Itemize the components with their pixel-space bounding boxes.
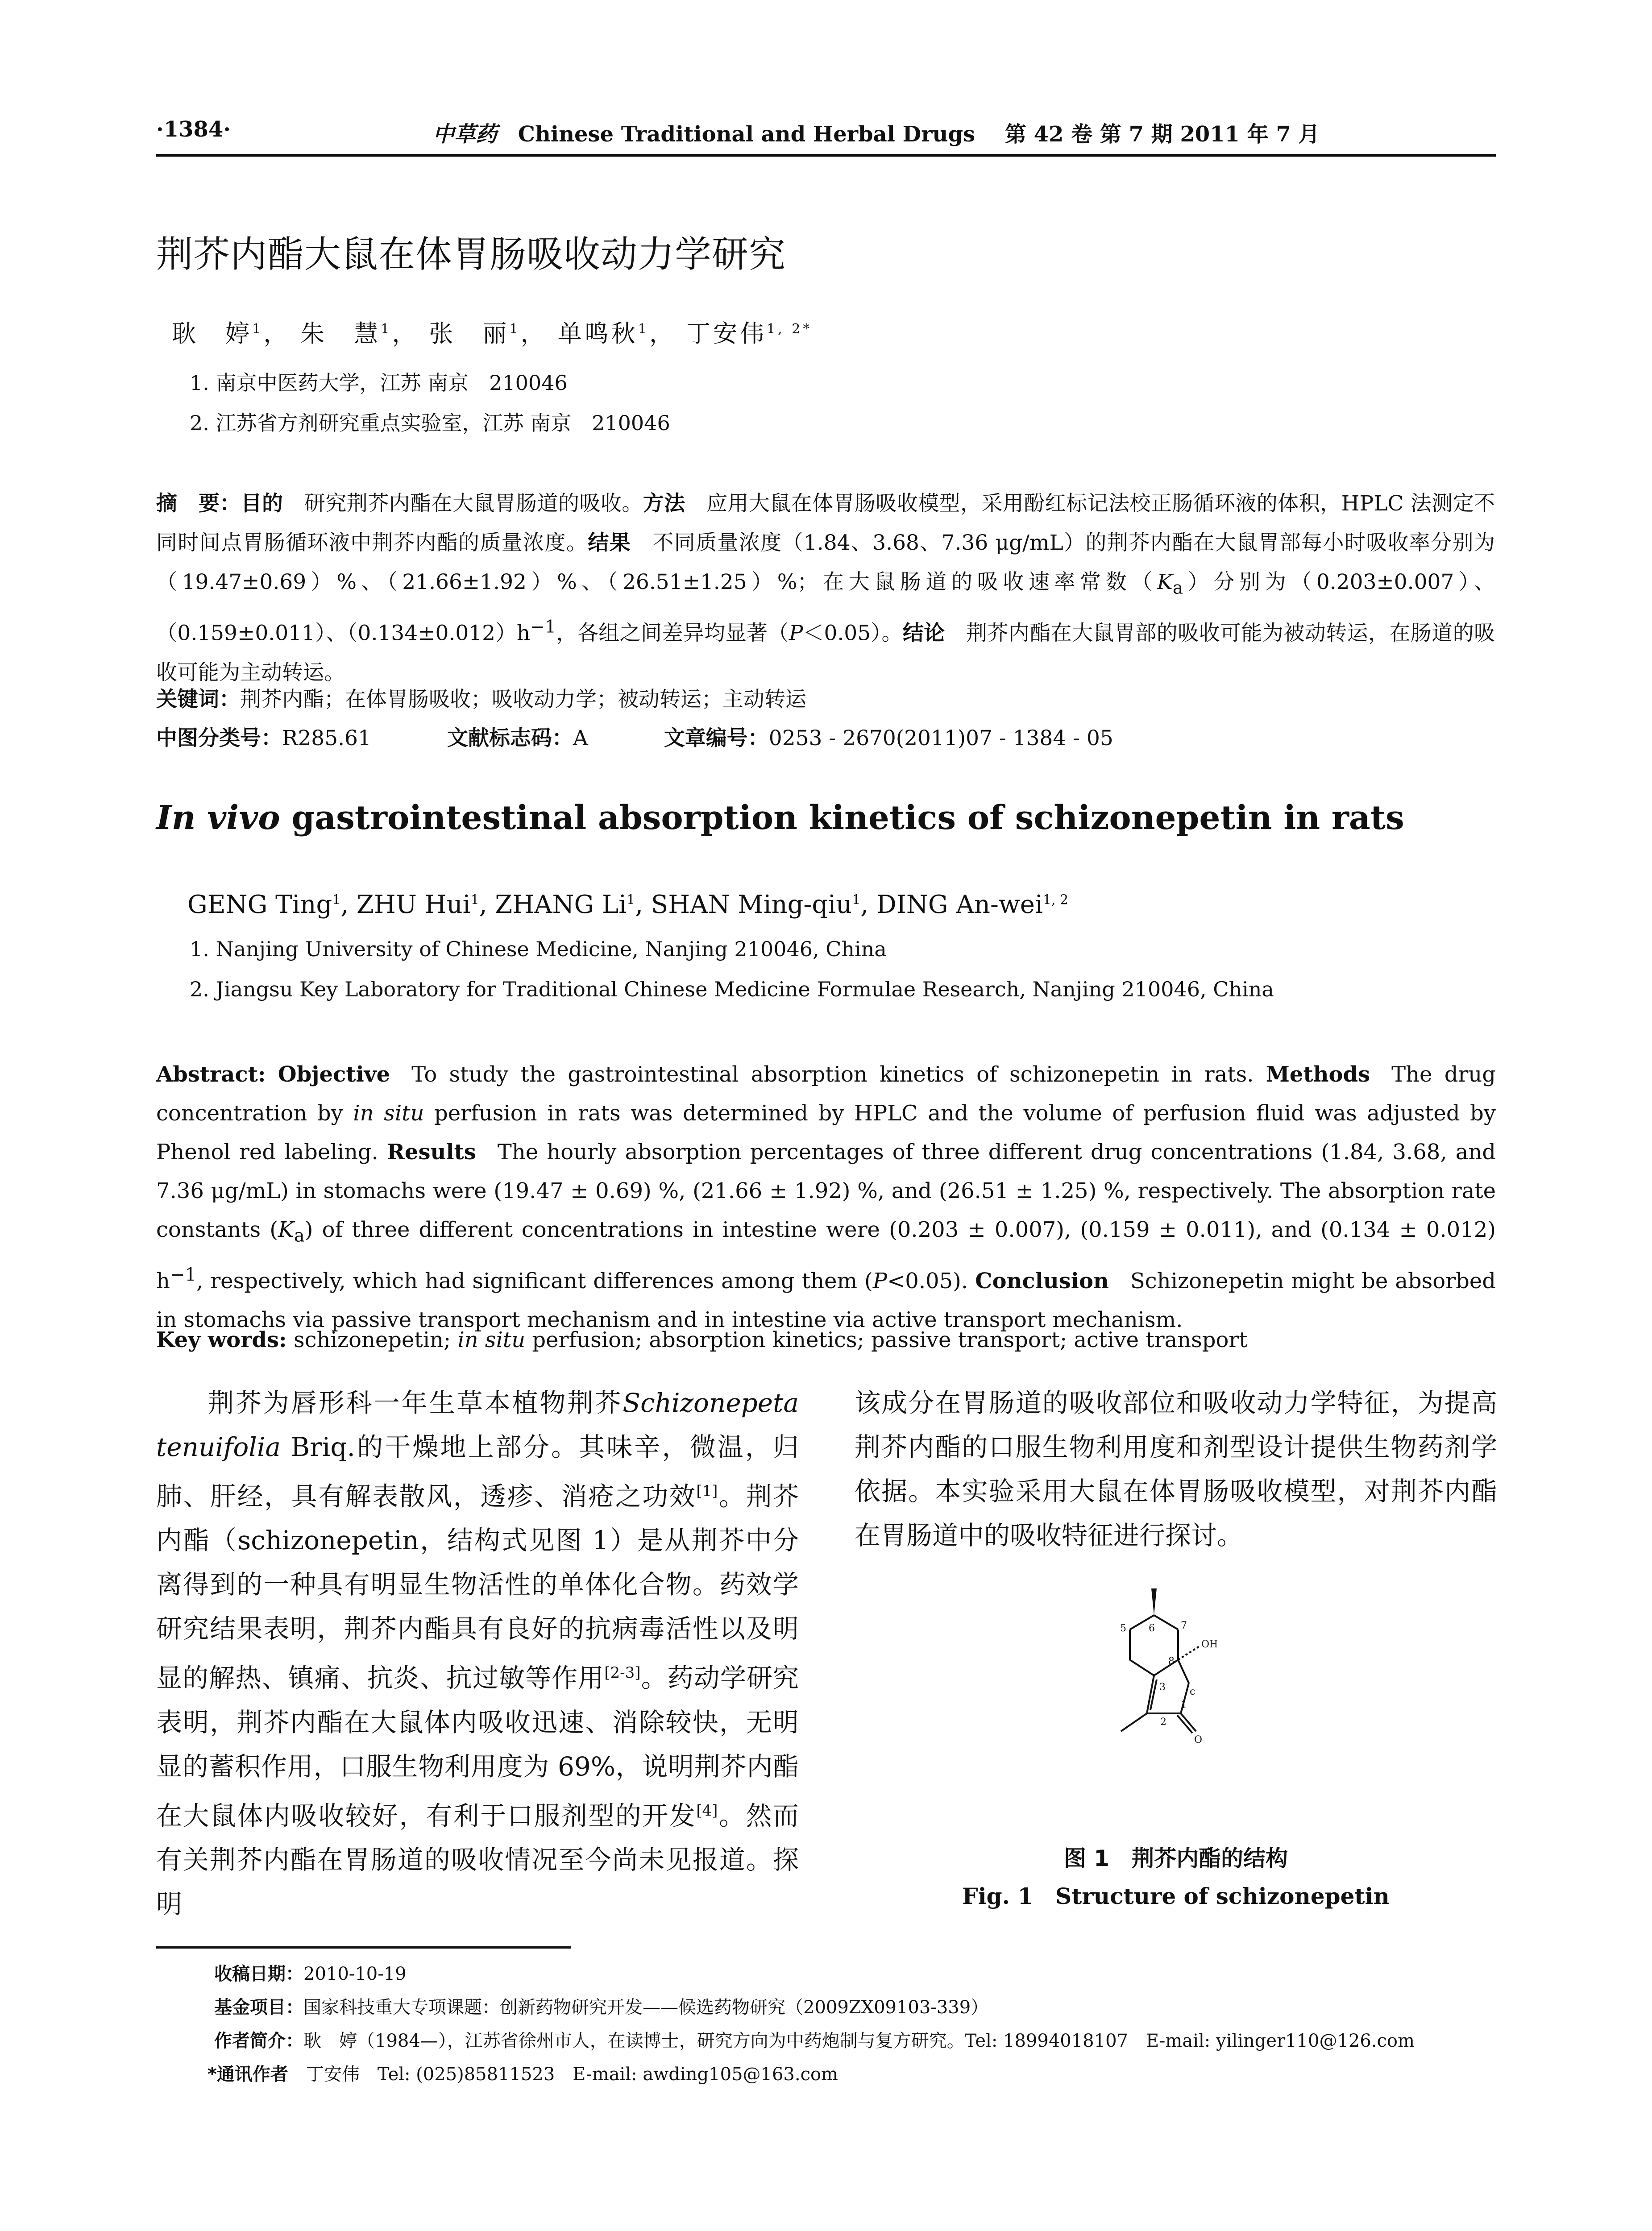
- citation: [2-3]: [604, 1664, 641, 1682]
- footnote-received: [214, 1960, 407, 1985]
- results-text: The hourly absorption percentages of three different drug concentrations (1.84, 3.68, and 7.36 μg/mL) in stomachs were (19.47 ± 0.69) %, (21.66 ± 1.92) %, and (26.51 ± 1.25) %, respectively. The absorption rate constants (: [156, 1140, 1496, 1242]
- methods-label: 方法: [643, 491, 685, 516]
- figure-caption-cn: 图 1 荆芥内酯的结构: [1063, 1845, 1288, 1871]
- atom-label: O: [1194, 1734, 1203, 1746]
- body-text: 荆芥为唇形科一年生草本植物荆芥: [208, 1388, 623, 1418]
- author-sup: 1, 2: [1042, 892, 1069, 908]
- keywords-label: Key words:: [156, 1327, 287, 1352]
- atom-label: 6: [1149, 1623, 1155, 1634]
- author-sup: 1: [332, 892, 341, 908]
- affiliation-cn-2: 2. 江苏省方剂研究重点实验室，江苏 南京 210046: [190, 411, 670, 435]
- author-sup: 1: [381, 321, 392, 337]
- author-en: ZHANG Li: [495, 890, 627, 919]
- body-column-right: [855, 1381, 1497, 1558]
- author-en: GENG Ting: [187, 890, 332, 919]
- in-situ-italic: in situ: [457, 1327, 526, 1352]
- objective-text: To study the gastrointestinal absorption kinetics of schizonepetin in rats.: [411, 1062, 1254, 1087]
- abstract-label: Abstract:: [156, 1062, 266, 1087]
- atom-label: 8: [1168, 1656, 1175, 1667]
- author-cn: 耿 婷: [172, 319, 252, 348]
- bond: [1130, 1660, 1154, 1675]
- methyl-wedge: [1151, 1588, 1157, 1615]
- footnote-text: 丁安伟 Tel: (025)85811523 E-mail: awding105@163.com: [288, 2064, 838, 2085]
- authors-cn: 耿 婷$^1$， 朱 慧$^1$， 张 丽$^1$， 单鸣秋$^1$， 丁安伟$^{1, 2*}$: [172, 319, 813, 348]
- abstract-en: [156, 1055, 1496, 1339]
- citation: [4]: [696, 1801, 718, 1820]
- conclusion-label: 结论: [902, 621, 945, 646]
- results-text: ＜0.05）。: [803, 621, 903, 646]
- footnote-fund: [214, 1993, 988, 2019]
- author-sup: 1: [509, 321, 521, 337]
- in-situ-italic: in situ: [353, 1101, 424, 1126]
- results-text: 不同质量浓度（1.84、3.68、7.36 μg/mL）的荆芥内酯在大鼠胃部每小时吸收率分别为（19.47±0.69）%、（21.66±1.92）%、（26.51±1.25）%；在大鼠肠道的吸收速率常数（: [156, 531, 1495, 594]
- keywords-en: [156, 1327, 1248, 1352]
- p-symbol: P: [789, 621, 803, 646]
- footnote-author: [214, 2027, 1415, 2052]
- methods-text: 应用大鼠在体胃肠吸收模型，采用酚红标记法校正肠循环液的体积，HPLC 法测定不同时间点胃肠循环液中荆芥内酯的质量浓度。: [156, 491, 1495, 555]
- results-text: ，各组之间差异均显著（: [556, 621, 789, 646]
- body-text: 。药动学研究表明，荆芥内酯在大鼠体内吸收迅速、消除较快，无明显的蓄积作用，口服生物利用度为 69%，说明荆芥内酯在大鼠体内吸收较好，有利于口服剂型的开发: [156, 1663, 799, 1831]
- results-text: ）分别为（0.203±0.007）、（0.159±0.011）、（0.134±0.012）h: [156, 570, 1495, 646]
- p-symbol: P: [872, 1268, 888, 1294]
- conclusion-text: 荆芥内酯在大鼠胃部的吸收可能为被动转运，在肠道的吸收可能为主动转运。: [156, 621, 1495, 685]
- doc-code-label: 文献标志码：: [447, 726, 573, 751]
- bond: [1178, 1660, 1189, 1683]
- conclusion-label: Conclusion: [975, 1268, 1109, 1294]
- affiliation-cn-1: 1. 南京中医药大学，江苏 南京 210046: [190, 371, 568, 395]
- unit-superscript: −1: [530, 617, 556, 638]
- footnote-text: 国家科技重大专项课题：创新药物研究开发——候选药物研究（2009ZX09103-339）: [303, 1997, 989, 2018]
- bond: [1154, 1615, 1178, 1630]
- journal-name-en: Chinese Traditional and Herbal Drugs: [518, 122, 975, 147]
- affiliation-en-1: 1. Nanjing University of Chinese Medicine, Nanjing 210046, China: [190, 937, 887, 961]
- author-sup: 1: [627, 892, 635, 908]
- doc-code-value: A: [573, 726, 588, 751]
- author-en: ZHU Hui: [357, 890, 471, 919]
- atom-label: 1: [1181, 1700, 1187, 1711]
- keywords-text: 荆芥内酯；在体胃肠吸收；吸收动力学；被动转运；主动转运: [240, 687, 806, 712]
- article-id-label: 文章编号：: [664, 726, 769, 751]
- atom-label: 2: [1160, 1717, 1166, 1728]
- classification-row: [156, 722, 1113, 751]
- ka-symbol: K: [1157, 570, 1173, 594]
- citation: [1]: [696, 1482, 718, 1500]
- atom-label: 7: [1181, 1620, 1187, 1631]
- footnote-label: *通讯作者: [208, 2064, 288, 2085]
- author-cn: 丁安伟: [686, 319, 767, 348]
- methods-text: The drug concentration by: [156, 1062, 1496, 1126]
- affiliation-en-2: 2. Jiangsu Key Laboratory for Traditional Chinese Medicine Formulae Research, Nanjing 210046, China: [190, 977, 1274, 1001]
- species-name: Schizonepeta tenuifolia: [156, 1388, 799, 1462]
- body-text: 该成分在胃肠道的吸收部位和吸收动力学特征，为提高荆芥内酯的口服生物利用度和剂型设计提供生物药剂学依据。本实验采用大鼠在体胃肠吸收模型，对荆芥内酯在胃肠道中的吸收特征进行探讨。: [855, 1388, 1497, 1551]
- running-header: [156, 117, 1496, 153]
- title-en: [156, 799, 1404, 837]
- results-label: Results: [387, 1140, 476, 1165]
- journal-info: [433, 117, 1320, 148]
- methods-label: Methods: [1266, 1062, 1370, 1087]
- abstract-cn: [156, 484, 1495, 693]
- footnote-text: 耿 婷（1984—），江苏省徐州市人，在读博士，研究方向为中药炮制与复方研究。Tel: 18994018107 E-mail: yilinger110@126.com: [303, 2031, 1415, 2051]
- clc-label: 中图分类号：: [156, 726, 282, 751]
- author-en: DING An-wei: [876, 890, 1043, 919]
- results-text: ) of three different concentrations in intestine were (0.203 ± 0.007), (0.159 ± 0.011), and (0.134 ± 0.012) h: [156, 1217, 1496, 1294]
- author-sup: 1: [852, 892, 861, 908]
- results-text: , respectively, which had significant differences among them (: [196, 1268, 873, 1294]
- double-bond: [1150, 1679, 1157, 1710]
- author-sup: 1, 2*: [767, 321, 813, 337]
- footnote-label: 收稿日期：: [214, 1964, 303, 1984]
- header-rule: [156, 154, 1496, 157]
- methods-text: perfusion in rats was determined by HPLC and the volume of perfusion fluid was adjusted by Phenol red labeling.: [156, 1101, 1496, 1165]
- authors-en: GENG Ting$^1$, ZHU Hui$^1$, ZHANG Li$^1$, SHAN Ming-qiu$^1$, DING An-wei$^{1, 2}$: [187, 890, 1069, 919]
- page-number: ·1384·: [156, 117, 231, 142]
- footnote-rule: [156, 1946, 571, 1949]
- title-en-italic: In vivo: [156, 799, 280, 837]
- body-column-left: [156, 1381, 799, 1926]
- author-cn: 单鸣秋: [557, 319, 638, 348]
- conclusion-text: Schizonepetin might be absorbed in stomachs via passive transport mechanism and in intestine via active transport mechanism.: [156, 1268, 1496, 1332]
- atom-label: c: [1190, 1686, 1195, 1697]
- keywords-label: 关键词：: [156, 687, 240, 712]
- ka-subscript: a: [294, 1225, 305, 1246]
- atom-label: 3: [1159, 1682, 1166, 1693]
- keywords-cn: [156, 683, 806, 713]
- atom-label: OH: [1201, 1639, 1218, 1650]
- atom-label: 5: [1120, 1623, 1126, 1634]
- footnote-label: 基金项目：: [214, 1997, 303, 2018]
- title-en-rest: gastrointestinal absorption kinetics of schizonepetin in rats: [280, 799, 1404, 837]
- author-cn: 朱 慧: [300, 319, 381, 348]
- author-en: SHAN Ming-qiu: [651, 890, 852, 919]
- chemical-structure-figure: [1093, 1588, 1281, 1794]
- footnote-text: 2010-10-19: [303, 1964, 407, 1984]
- footnote-label: 作者简介：: [214, 2031, 303, 2051]
- abstract-label: 摘 要：: [156, 491, 241, 516]
- ka-subscript: a: [1172, 578, 1183, 598]
- body-text: 。然而有关荆芥内酯在胃肠道的吸收情况至今尚未见报道。探明: [156, 1800, 799, 1919]
- keywords-text: perfusion; absorption kinetics; passive transport; active transport: [525, 1327, 1248, 1352]
- objective-label: 目的: [241, 491, 283, 516]
- title-cn: 荆芥内酯大鼠在体胃肠吸收动力学研究: [156, 233, 786, 276]
- body-text: Briq.的干燥地上部分。其味辛，微温，归肺、肝经，具有解表散风，透疹、消疮之功效: [156, 1432, 799, 1512]
- figure-caption-en: Fig. 1 Structure of schizonepetin: [962, 1883, 1390, 1909]
- objective-text: 研究荆芥内酯在大鼠胃肠道的吸收。: [304, 491, 643, 516]
- bond: [1121, 1713, 1147, 1731]
- author-sup: 1: [470, 892, 479, 908]
- hash-bond: [1178, 1646, 1200, 1660]
- author-sup: 1: [638, 321, 649, 337]
- ka-symbol: K: [278, 1217, 294, 1242]
- author-sup: 1: [252, 321, 264, 337]
- clc-value: R285.61: [282, 726, 371, 751]
- author-cn: 张 丽: [429, 319, 510, 348]
- journal-name-cn: 中草药: [433, 122, 498, 147]
- objective-label: Objective: [278, 1062, 390, 1087]
- body-text: 。荆芥内酯（schizonepetin，结构式见图 1）是从荆芥中分离得到的一种具有明显生物活性的单体化合物。药效学研究结果表明，荆芥内酯具有良好的抗病毒活性以及明显的解热、镇痛、抗炎、抗过敏等作用: [156, 1481, 799, 1693]
- unit-superscript: −1: [170, 1264, 196, 1285]
- keywords-text: schizonepetin;: [286, 1327, 458, 1352]
- journal-issue: 第 42 卷 第 7 期 2011 年 7 月: [1004, 122, 1320, 147]
- results-text: <0.05).: [887, 1268, 968, 1294]
- results-label: 结果: [588, 531, 631, 555]
- article-id-value: 0253 - 2670(2011)07 - 1384 - 05: [768, 726, 1113, 751]
- footnote-corresponding: [208, 2060, 838, 2086]
